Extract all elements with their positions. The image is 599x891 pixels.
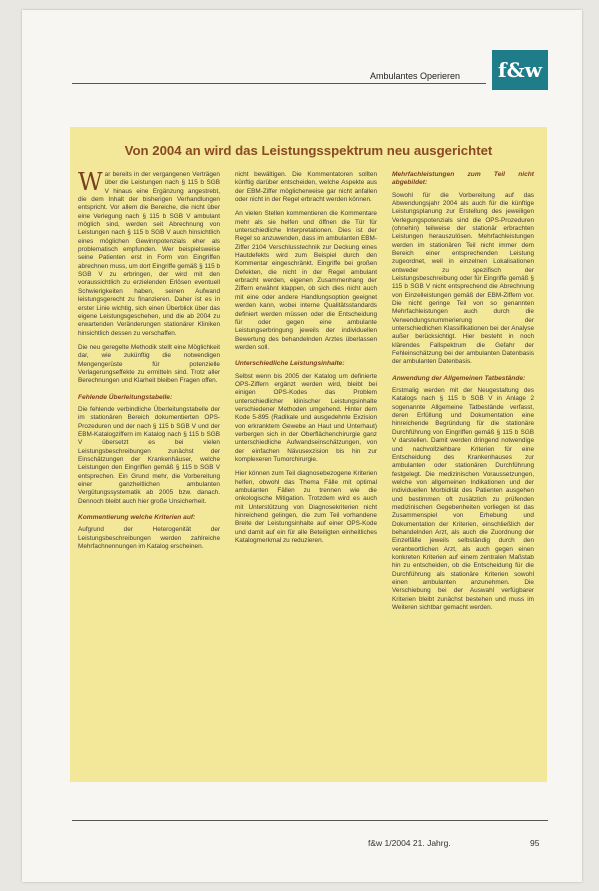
document-page: [22, 10, 582, 882]
page-number: 95: [530, 838, 540, 848]
paragraph: Sowohl für die Vorbereitung auf das Abwendungsjahr 2004 als auch für die künftige Leistungsplanung zur Erstellung des jeweiligen Verlegungspotenzials sind die OPS-Prozeduren (ohnehin) teilweise der stationär erbrachten Leistungen herauszulösen. Mehrfachleistungen werden im stationären Teil nicht immer dem Bereich einer entsprechenden Leistung zugeordnet, weil in einzelnen Lokalisationen entweder zu spezifisch der Leistungsbeschreibung oder für Eingriffe gemäß § 115 b SGB V nicht entsprechend die Abrechnung von Einzelleistungen gemäß der EBM-Ziffern vor. Die nicht geringe Teil von so genannten Mehrfachleistungen auch durch die Verwendungsnummerierung der unterschiedlichen Klassifikationen bei der Analyse außer berücksichtigt. Hier besteht in noch klärendes Fallspektrum die Gefahr der Fehleinschätzung bei der ambulanten Datenbasis der ambulanten Datenbasis.: [392, 191, 534, 366]
subheading: Kommentierung welche Kriterien auf:: [78, 514, 196, 522]
header-rule: [72, 83, 486, 84]
subheading: Unterschiedliche Leistungsinhalte:: [235, 360, 345, 368]
paragraph: Erstmalig werden mit der Neugestaltung des Katalogs nach § 115 b SGB V in Anlage 2 sogenannte Allgemeine Tatbestände verfasst, deren Erfüllung und Dokumentation eine hinreichende Begründung für die stationäre Durchführung von Eingriffen gemäß § 115 b SGB V darstellen. Damit werden dringend notwendige und nachvollziehbare Kriterien für eine Entscheidung des Krankenhauses zur ambulanten oder stationären Durchführung festgelegt. Die medizinischen Voraussetzungen, welche von allgemeinen Indikationen und der individuellen Morbidität des Patienten ausgehen und bestimmen oft zusätzlich zu prüfenden medizinischen Gegebenheiten vorliegen ist das Zusammenspiel von Erhebung und Dokumentation der Kriterien, einschließlich der behandelnden Arzt, als auch die Zuordnung der Einzelfälle jeweils selbständig durch den verantwortlichen Arzt, als auch gegen einen konkreten Kriterien auf einem zentralen Maßstab hin zu entscheiden, ob die Entscheidung für die Durchführung als stationäre Kriterien sowohl einen ambulanten anzunehmen. Die Verschiebung bei der Auswahl verfügbarer Kriterien bleibt zunächst bestehen und muss im Weiteren sichtbar gemacht werden.: [392, 387, 534, 612]
paragraph: Die neu geregelte Methodik stellt eine Möglichkeit dar, wie zukünftig die notwendigen Mengengerüste für potenzielle Verlagerungseffekte zu ermitteln sind. Trotz aller Berechnungen und Klarheit bleiben Fragen offen.: [78, 343, 220, 385]
article-column-3: [392, 171, 534, 618]
section-title: Ambulantes Operieren: [370, 71, 461, 81]
paragraph: nicht bewältigen. Die Kommentatoren sollten künftig darüber entscheiden, welche Aspekte aus der EBM-Ziffer möglicherweise gar nicht anfallen oder nicht in der Regel erbracht werden können.: [235, 171, 377, 204]
paragraph: Selbst wenn bis 2005 der Katalog um definierte OPS-Ziffern ergänzt werden wird, bleibt bei einigen OPS-Kodes das Problem unterschiedlicher klinischer Leistungsinhalte verschiedener Methoden umgehend. Hinter dem Kode 5-895 (Radikale und ausgedehnte Exzision von erkranktem Gewebe an Haut und Unterhaut) verbergen sich in der Oberflächenchirurgie ganz unterschiedliche Aufwandseinschätzungen, von der einfachen Nävusexzision bis hin zur komplexeren Tumorchirurgie.: [235, 372, 377, 463]
subheading: Mehrfachleistungen zum Teil nicht abgebildet:: [392, 171, 534, 187]
paragraph-text: ar bereits in der vergangenen Verträgen über die Leistungen nach § 115 b SGB V hinaus eine Ergänzung angestrebt, die dem Inhalt der bisherigen Verhandlungen entspricht. Vor allem die Bereiche, die nicht über eine Verlegung nach § 115 b SGB V ambulant möglich sind, werden seit Abrechnung von Leistungen nach § 115 b SGB V auch hinsichtlich eines möglichen Gewinnpotenzials eher als problematisch empfunden. Wer beispielsweise seine Patienten erst in Form von Eingriffen abrechnen muss, um dort Eingriffe gemäß § 115 b SGB V zu erbringen, der wird mit den voraussichtlich zu erzielenden Erlösen eventuell Schwierigkeiten haben, seinen Aufwand leistungsgerecht zu finanzieren. Daher ist es in erster Linie wichtig, sich einen Überblick über das eigene Leistungsgeschehen, und die ab 2004 zu erwartenden Veränderungen stationärer Kliniken hinsichtlich dessen zu verschaffen.: [78, 171, 220, 337]
article-column-1: [78, 168, 220, 557]
paragraph: An vielen Stellen kommentieren die Kommentare mehr als sie helfen und öffnen die Tür für unterschiedliche Interpretationen. Dies ist der Regel so anzuwenden, dass im ambulanten EBM-Ziffer 2104 Verschlusstechnik zur Deckung eines Hautdefekts wird zum Beispiel durch den Kommentar eingeschränkt. Eingriffe bei großen Defekten, die nicht in der Regel ambulant erbracht werden, eigenen Zusammenhang der Ziffern erwähnt klappen, ob sich dies nicht auch mit eine oder andere Handlungsoption geeignet werden kann, wobei interne Qualitätsstandards definiert werden müssen oder die Entscheidung für oder gegen eine ambulante Leistungserbringung jeweils der individuellen Bewertung des behandelnden Arztes überlassen werden soll.: [235, 210, 377, 351]
paragraph: Aufgrund der Heterogenität der Leistungsbeschreibungen werden zahlreiche Mehrfachnennungen im Katalog erscheinen.: [78, 526, 220, 550]
drop-cap: W: [78, 168, 103, 196]
paragraph: Die fehlende verbindliche Überleitungstabelle der im stationären Bereich dokumentierten OPS-Prozeduren und der nach § 115 b SGB V und der EBM-Katalogziffern im Katalog nach § 115 b SGB V übersetzt es bei vielen Leistungsbeschreibungen zunächst der Einschätzungen der Krankenhäuser, welche Leistungen den Eingriffen gemäß § 115 b SGB V entsprechen. Ein Grund mehr, die Vorbereitung einer ganzheitlichen ambulanten Vergütungssystematik ab 2005 bzw. danach. Dennoch bleibt auch hier große Unsicherheit.: [78, 405, 220, 505]
paragraph: Hier können zum Teil diagnosebezogene Kriterien helfen, obwohl das Thema Fälle mit optimal ambulanten Fällen zu trennen wie die onkologische Mitigation. Trotzdem wird es auch mit Unterstützung von Diagnosekriterien nicht hinreichend gelingen, die zum Teil vorhandene Breite der Leistungsinhalte auf einer OPS-Kode und damit auf ein für alle Beteiligten einheitliches Katalogmerkmal zu reduzieren.: [235, 470, 377, 545]
paragraph: [78, 168, 220, 338]
subheading: Anwendung der Allgemeinen Tatbestände:: [392, 374, 526, 382]
footer-rule: [72, 820, 548, 821]
subheading: Fehlende Überleitungstabelle:: [78, 393, 173, 401]
article-column-2: [235, 171, 377, 551]
article-headline: Von 2004 an wird das Leistungsspektrum neu ausgerichtet: [124, 143, 493, 158]
article-box: [70, 127, 547, 782]
footer-journal: f&w 1/2004 21. Jahrg.: [368, 838, 451, 848]
journal-logo: f&w: [492, 50, 548, 90]
